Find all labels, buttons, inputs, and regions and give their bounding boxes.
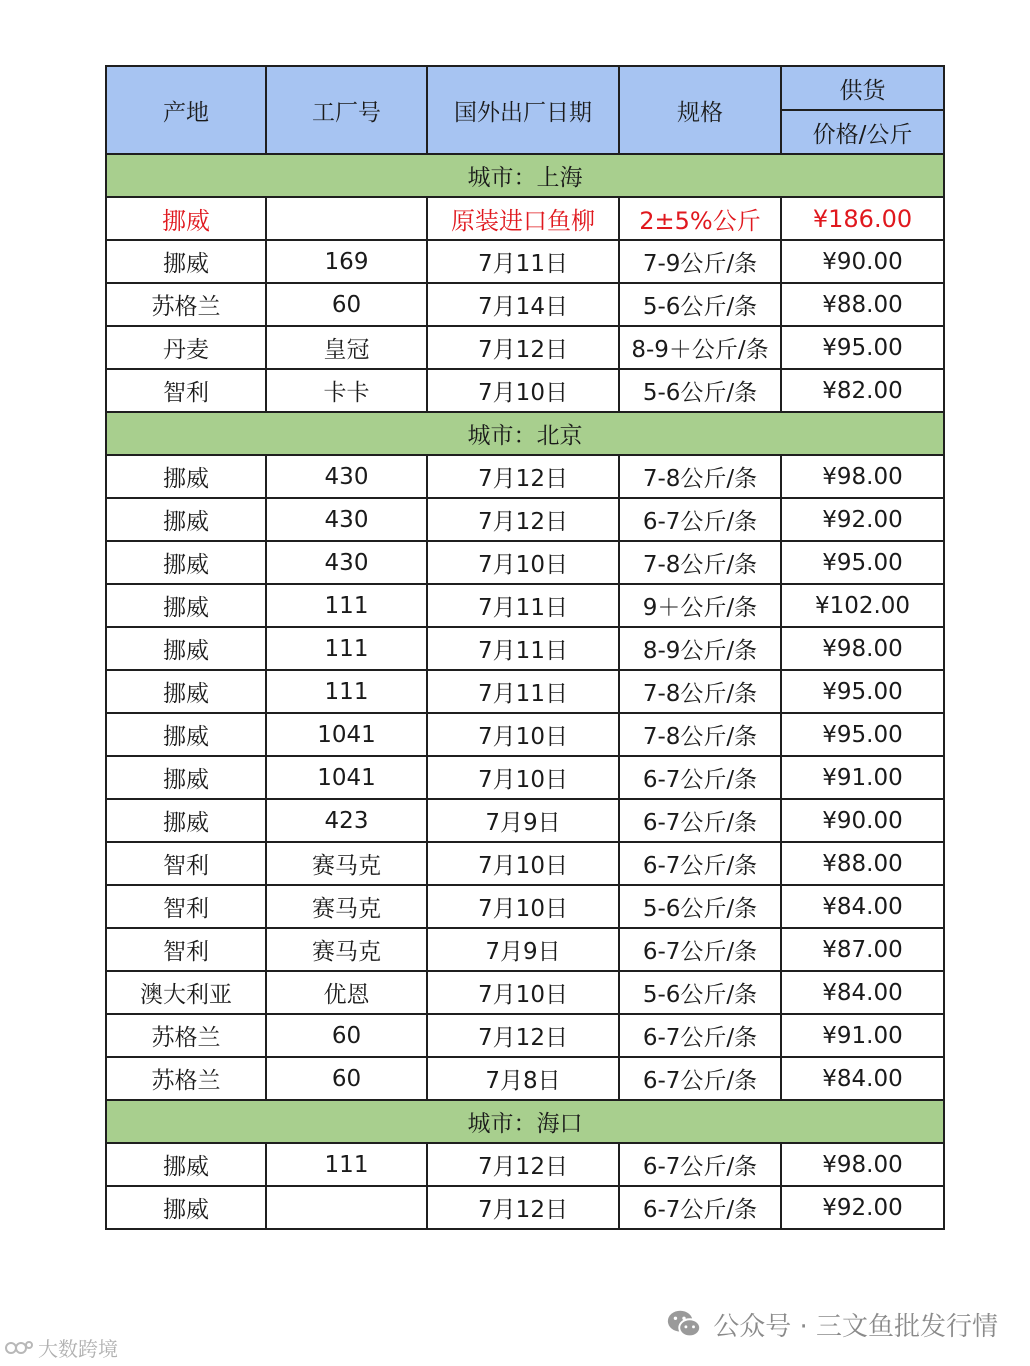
cell-spec: 6-7公斤/条	[619, 756, 781, 799]
cell-origin: 挪威	[106, 1143, 266, 1186]
cell-factory: 111	[266, 627, 427, 670]
cell-factory: 60	[266, 1057, 427, 1100]
cell-factory: 赛马克	[266, 885, 427, 928]
cell-date: 7月10日	[427, 756, 619, 799]
cell-price: ¥84.00	[781, 971, 944, 1014]
watermark-text: 大数跨境	[38, 1337, 118, 1361]
city-label: 城市：北京	[106, 412, 944, 455]
cell-date: 7月9日	[427, 928, 619, 971]
cell-price: ¥95.00	[781, 541, 944, 584]
cell-spec: 6-7公斤/条	[619, 498, 781, 541]
city-section-row	[106, 1100, 944, 1143]
cell-spec: 7-8公斤/条	[619, 541, 781, 584]
cell-factory: 优恩	[266, 971, 427, 1014]
cell-price: ¥95.00	[781, 326, 944, 369]
cell-factory: 111	[266, 584, 427, 627]
cell-date: 7月9日	[427, 799, 619, 842]
cell-origin: 挪威	[106, 584, 266, 627]
table-row	[106, 584, 944, 627]
cell-factory: 60	[266, 283, 427, 326]
cell-spec: 5-6公斤/条	[619, 885, 781, 928]
cell-price: ¥90.00	[781, 799, 944, 842]
table-row	[106, 713, 944, 756]
cell-factory: 111	[266, 670, 427, 713]
cell-spec: 5-6公斤/条	[619, 369, 781, 412]
cell-factory: 430	[266, 498, 427, 541]
cell-price: ¥98.00	[781, 1143, 944, 1186]
header-price: 价格/公斤	[781, 110, 944, 154]
table-row	[106, 928, 944, 971]
cell-price: ¥95.00	[781, 713, 944, 756]
cell-spec: 7-8公斤/条	[619, 713, 781, 756]
cell-spec: 7-8公斤/条	[619, 455, 781, 498]
table-row	[106, 1143, 944, 1186]
cell-price: ¥82.00	[781, 369, 944, 412]
table-row	[106, 1186, 944, 1229]
cell-origin: 挪威	[106, 197, 266, 240]
cell-origin: 苏格兰	[106, 1057, 266, 1100]
cell-factory: 111	[266, 1143, 427, 1186]
cell-spec: 6-7公斤/条	[619, 842, 781, 885]
cell-price: ¥186.00	[781, 197, 944, 240]
cell-date: 7月8日	[427, 1057, 619, 1100]
cell-origin: 智利	[106, 842, 266, 885]
cell-date: 7月12日	[427, 1014, 619, 1057]
cell-price: ¥98.00	[781, 627, 944, 670]
table-row	[106, 197, 944, 240]
table-row	[106, 283, 944, 326]
cell-origin: 智利	[106, 885, 266, 928]
cell-date: 7月10日	[427, 971, 619, 1014]
cell-spec: 9＋公斤/条	[619, 584, 781, 627]
cell-factory: 1041	[266, 756, 427, 799]
header-supply: 供货	[781, 66, 944, 110]
cell-spec: 8-9＋公斤/条	[619, 326, 781, 369]
cell-price: ¥88.00	[781, 283, 944, 326]
cell-factory: 卡卡	[266, 369, 427, 412]
cell-origin: 丹麦	[106, 326, 266, 369]
cell-date: 7月11日	[427, 584, 619, 627]
cell-factory: 60	[266, 1014, 427, 1057]
cell-factory: 169	[266, 240, 427, 283]
city-section-row	[106, 412, 944, 455]
cell-origin: 智利	[106, 928, 266, 971]
cell-spec: 7-9公斤/条	[619, 240, 781, 283]
cell-price: ¥92.00	[781, 498, 944, 541]
footer-account: 公众号 · 三文鱼批发行情	[713, 1311, 998, 1342]
cell-spec: 7-8公斤/条	[619, 670, 781, 713]
header-date: 国外出厂日期	[427, 66, 619, 154]
header-row	[106, 66, 944, 110]
cell-factory: 430	[266, 541, 427, 584]
cell-date: 7月14日	[427, 283, 619, 326]
header-spec: 规格	[619, 66, 781, 154]
cell-spec: 6-7公斤/条	[619, 799, 781, 842]
watermark-logo-icon	[4, 1337, 34, 1359]
cell-spec: 6-7公斤/条	[619, 1014, 781, 1057]
footer	[665, 1305, 998, 1343]
cell-origin: 挪威	[106, 670, 266, 713]
cell-date: 7月10日	[427, 842, 619, 885]
cell-spec: 6-7公斤/条	[619, 1057, 781, 1100]
cell-spec: 5-6公斤/条	[619, 971, 781, 1014]
cell-date: 7月12日	[427, 1186, 619, 1229]
cell-origin: 挪威	[106, 455, 266, 498]
cell-date: 7月12日	[427, 498, 619, 541]
cell-price: ¥92.00	[781, 1186, 944, 1229]
cell-date: 7月11日	[427, 240, 619, 283]
table-row	[106, 756, 944, 799]
cell-origin: 挪威	[106, 541, 266, 584]
table-body	[106, 154, 944, 1229]
table-row	[106, 627, 944, 670]
cell-spec: 6-7公斤/条	[619, 928, 781, 971]
watermark	[4, 1333, 118, 1362]
city-label: 城市：上海	[106, 154, 944, 197]
table-row	[106, 369, 944, 412]
cell-date: 原装进口鱼柳	[427, 197, 619, 240]
table-row	[106, 1014, 944, 1057]
header-factory: 工厂号	[266, 66, 427, 154]
cell-date: 7月10日	[427, 885, 619, 928]
cell-date: 7月10日	[427, 541, 619, 584]
cell-factory: 430	[266, 455, 427, 498]
cell-price: ¥91.00	[781, 756, 944, 799]
table-row	[106, 1057, 944, 1100]
city-label: 城市：海口	[106, 1100, 944, 1143]
table-row	[106, 498, 944, 541]
cell-spec: 5-6公斤/条	[619, 283, 781, 326]
cell-origin: 挪威	[106, 713, 266, 756]
cell-price: ¥87.00	[781, 928, 944, 971]
cell-origin: 挪威	[106, 799, 266, 842]
cell-spec: 6-7公斤/条	[619, 1143, 781, 1186]
cell-price: ¥84.00	[781, 885, 944, 928]
cell-date: 7月12日	[427, 1143, 619, 1186]
cell-factory: 赛马克	[266, 842, 427, 885]
table-row	[106, 971, 944, 1014]
cell-factory	[266, 1186, 427, 1229]
cell-factory: 赛马克	[266, 928, 427, 971]
table-row	[106, 455, 944, 498]
cell-origin: 挪威	[106, 240, 266, 283]
cell-origin: 苏格兰	[106, 1014, 266, 1057]
cell-date: 7月12日	[427, 326, 619, 369]
cell-origin: 智利	[106, 369, 266, 412]
cell-origin: 挪威	[106, 756, 266, 799]
cell-factory: 423	[266, 799, 427, 842]
cell-factory: 皇冠	[266, 326, 427, 369]
table-row	[106, 240, 944, 283]
cell-spec: 6-7公斤/条	[619, 1186, 781, 1229]
table-row	[106, 842, 944, 885]
city-section-row	[106, 154, 944, 197]
cell-spec: 2±5%公斤	[619, 197, 781, 240]
cell-date: 7月10日	[427, 713, 619, 756]
cell-date: 7月10日	[427, 369, 619, 412]
header-origin: 产地	[106, 66, 266, 154]
cell-origin: 挪威	[106, 627, 266, 670]
cell-date: 7月11日	[427, 627, 619, 670]
table-row	[106, 326, 944, 369]
cell-factory: 1041	[266, 713, 427, 756]
table-row	[106, 799, 944, 842]
cell-origin: 澳大利亚	[106, 971, 266, 1014]
cell-origin: 挪威	[106, 498, 266, 541]
cell-origin: 挪威	[106, 1186, 266, 1229]
table-row	[106, 541, 944, 584]
cell-price: ¥95.00	[781, 670, 944, 713]
cell-origin: 苏格兰	[106, 283, 266, 326]
table-row	[106, 885, 944, 928]
cell-price: ¥90.00	[781, 240, 944, 283]
cell-spec: 8-9公斤/条	[619, 627, 781, 670]
cell-price: ¥88.00	[781, 842, 944, 885]
table-row	[106, 670, 944, 713]
cell-date: 7月12日	[427, 455, 619, 498]
cell-price: ¥91.00	[781, 1014, 944, 1057]
price-table	[105, 65, 945, 1230]
cell-price: ¥102.00	[781, 584, 944, 627]
cell-date: 7月11日	[427, 670, 619, 713]
cell-factory	[266, 197, 427, 240]
cell-price: ¥98.00	[781, 455, 944, 498]
wechat-icon	[665, 1305, 703, 1343]
cell-price: ¥84.00	[781, 1057, 944, 1100]
